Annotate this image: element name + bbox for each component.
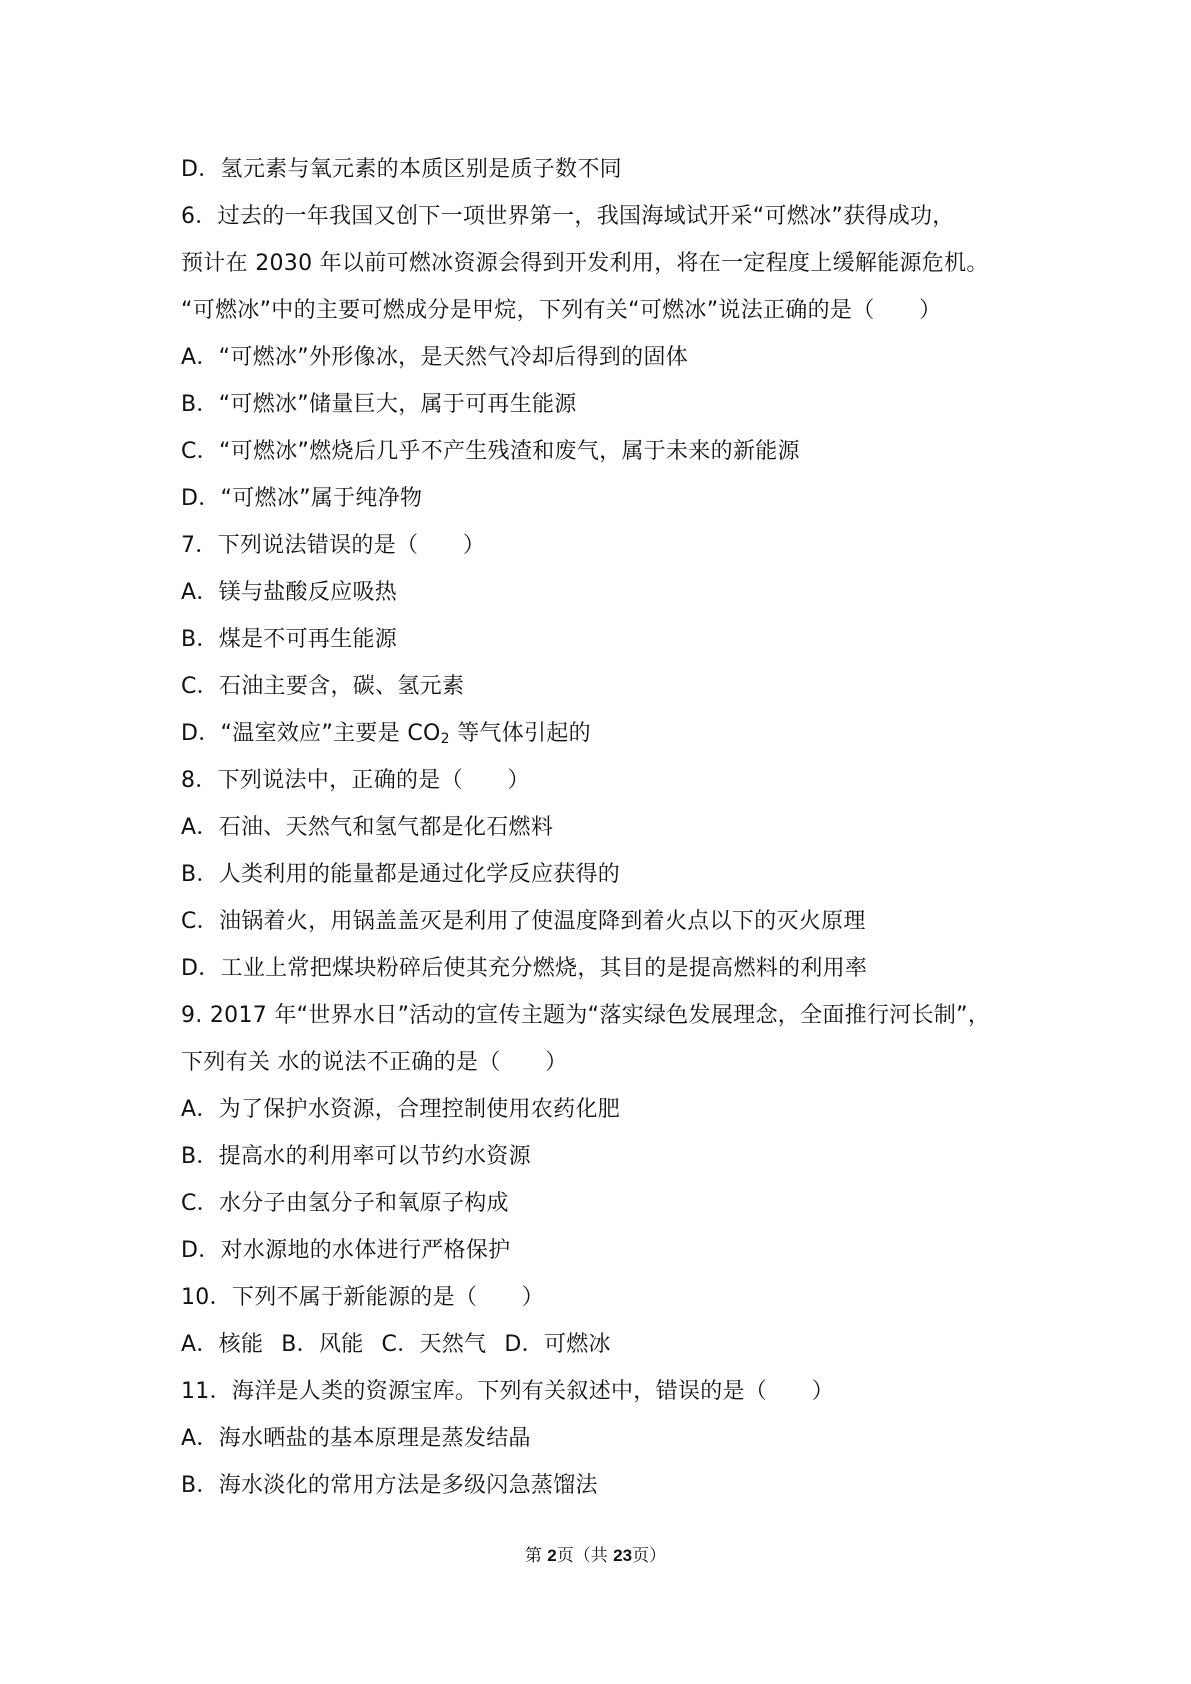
option-6c: C．“可燃冰”燃烧后几乎不产生残渣和废气，属于未来的新能源 bbox=[181, 439, 800, 464]
question-6-line-2: 预计在 2030 年以前可燃冰资源会得到开发利用，将在一定程度上缓解能源危机。 bbox=[181, 251, 989, 276]
question-6-line-3: “可燃冰”中的主要可燃成分是甲烷，下列有关“可燃冰”说法正确的是（ ） bbox=[181, 298, 942, 323]
option-7d bbox=[181, 710, 1041, 757]
option-9d: D．对水源地的水体进行严格保护 bbox=[181, 1238, 511, 1263]
option-10b: B．风能 bbox=[281, 1332, 364, 1357]
option-7a: A．镁与盐酸反应吸热 bbox=[181, 580, 398, 605]
option-10c: C．天然气 bbox=[381, 1332, 487, 1357]
footer-page-number: 2 bbox=[547, 1546, 557, 1565]
option-7d-rest: 等气体引起的 bbox=[449, 721, 591, 746]
option-7b: B．煤是不可再生能源 bbox=[181, 627, 398, 652]
question-11: 11．海洋是人类的资源宝库。下列有关叙述中，错误的是（ ） bbox=[181, 1379, 834, 1404]
question-9-line-1: 9. 2017 年“世界水日”活动的宣传主题为“落实绿色发展理念，全面推行河长制”， bbox=[181, 1003, 991, 1028]
page-footer bbox=[0, 1541, 1191, 1566]
option-7c: C．石油主要含，碳、氢元素 bbox=[181, 674, 465, 699]
question-7: 7．下列说法错误的是（ ） bbox=[181, 533, 486, 558]
question-6-line-1: 6．过去的一年我国又创下一项世界第一，我国海域试开采“可燃冰”获得成功， bbox=[181, 204, 955, 229]
option-7d-text: D．“温室效应”主要是 CO bbox=[181, 721, 441, 746]
option-8d: D．工业上常把煤块粉碎后使其充分燃烧，其目的是提高燃料的利用率 bbox=[181, 956, 868, 981]
option-9c: C．水分子由氢分子和氧原子构成 bbox=[181, 1191, 509, 1216]
footer-suffix: 页） bbox=[632, 1546, 667, 1566]
option-6a: A．“可燃冰”外形像冰，是天然气冷却后得到的固体 bbox=[181, 345, 689, 370]
option-6b: B．“可燃冰”储量巨大，属于可再生能源 bbox=[181, 392, 577, 417]
option-8b: B．人类利用的能量都是通过化学反应获得的 bbox=[181, 862, 621, 887]
question-9-line-2: 下列有关 水的说法不正确的是（ ） bbox=[181, 1050, 568, 1075]
footer-total-pages: 23 bbox=[613, 1546, 633, 1565]
option-11a: A．海水晒盐的基本原理是蒸发结晶 bbox=[181, 1426, 531, 1451]
exam-questions bbox=[181, 146, 1041, 1509]
option-8c: C．油锅着火，用锅盖盖灭是利用了使温度降到着火点以下的灭火原理 bbox=[181, 909, 866, 934]
option-9b: B．提高水的利用率可以节约水资源 bbox=[181, 1144, 531, 1169]
option-8a: A．石油、天然气和氢气都是化石燃料 bbox=[181, 815, 554, 840]
option-11b: B．海水淡化的常用方法是多级闪急蒸馏法 bbox=[181, 1473, 598, 1498]
footer-middle: 页（共 bbox=[556, 1546, 614, 1566]
option-10d: D．可燃冰 bbox=[504, 1332, 611, 1357]
question-8: 8．下列说法中，正确的是（ ） bbox=[181, 768, 530, 793]
footer-prefix: 第 bbox=[524, 1546, 548, 1566]
option-9a: A．为了保护水资源，合理控制使用农药化肥 bbox=[181, 1097, 621, 1122]
option-10a: A．核能 bbox=[181, 1332, 264, 1357]
co2-subscript: 2 bbox=[440, 731, 450, 747]
option-5d: D．氢元素与氧元素的本质区别是质子数不同 bbox=[181, 157, 622, 182]
option-6d: D．“可燃冰”属于纯净物 bbox=[181, 486, 423, 511]
question-10: 10．下列不属于新能源的是（ ） bbox=[181, 1285, 545, 1310]
question-10-options bbox=[181, 1321, 1041, 1368]
